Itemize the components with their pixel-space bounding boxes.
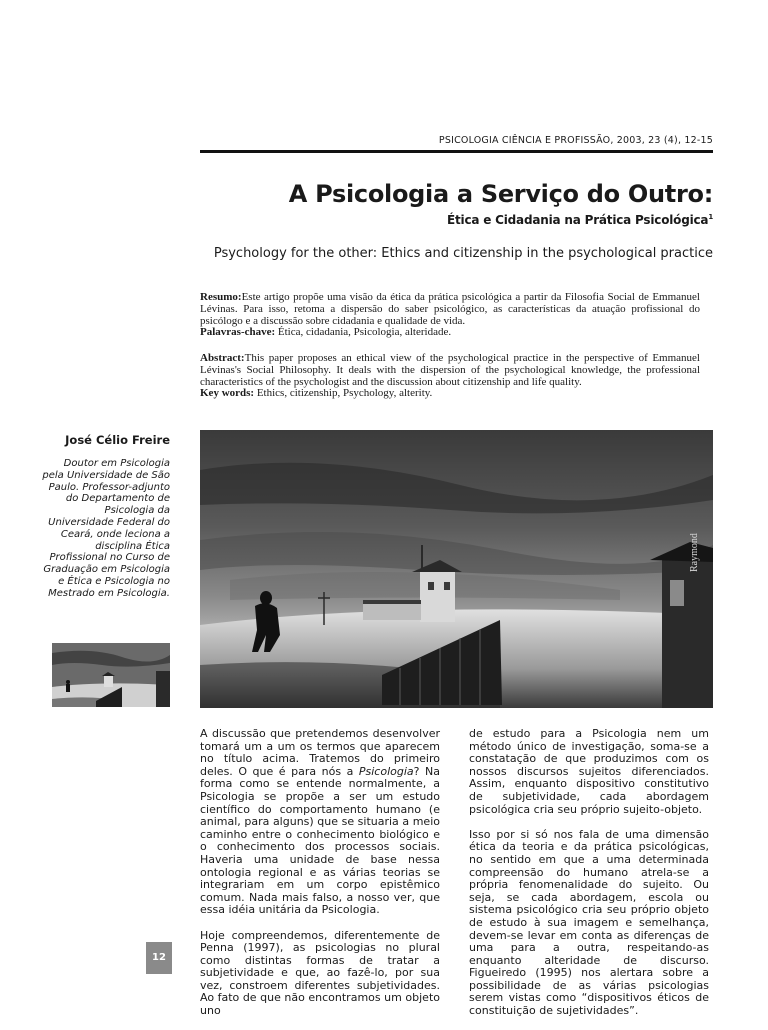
thumbnail-svg [52,643,170,707]
resumo-label: Resumo: [200,291,242,303]
body-paragraph: Hoje compreendemos, diferentemente de Penna (1997), as psicologias no plural como distintas formas de tratar a subjetividade e que, ao fazê-lo, por sua vez, constroem diferentes subjetividades. Ao fato de que não encontramos um objeto uno [200,928,440,1018]
body-column-right [469,728,709,1030]
resumo-text: Este artigo propõe uma visão da ética da prática psicológica a partir da Filosofia Social de Emmanuel Lévinas. Para isso, retoma a dispersão do saber psicológico, as características da atuação profissional do psicólogo e a discussão sobre cidadania e qualidade de vida. [200,291,700,327]
subtitle-text: Ética e Cidadania na Prática Psicológica [447,213,709,227]
header-rule [200,150,713,153]
abstract-block [200,353,700,400]
painting-signature: Raymond [689,533,700,572]
running-head: PSICOLOGIA CIÊNCIA E PROFISSÃO, 2003, 23 (4), 12-15 [438,135,713,146]
article-subtitle [200,213,713,227]
painting-thumbnail [52,643,170,707]
body-column-left [200,728,440,1030]
abstract-label: Abstract: [200,352,245,364]
body-paragraph [200,728,440,917]
abstract-text: This paper proposes an ethical view of the psychological practice in the perspective of Emmanuel Lévinas's Social Philosophy. It deals with the dispersion of the psychological knowledge, the professional characteristics of the psychologist and the discussion about citizenship and life quality. [200,352,700,388]
painting-image [200,430,713,708]
english-title: Psychology for the other: Ethics and citizenship in the psychological practice [213,246,713,261]
body-paragraph: Isso por si só nos fala de uma dimensão ética da teoria e da prática psicológicas, no sentido em que a uma determinada compreensão do humano atrela-se a própria fenomenalidade do sujeito. Ou seja, se cada abordagem, escola ou sistema psicológico cria seu próprio objeto de estudo à sua imagem e semelhança, devem-se levar em conta as diferenças de uma para a outra, respeitando-as enquanto alteridade de discurso. Figueiredo (1995) nos alertara sobre a possibilidade de as várias psicologias serem vistas como “dispositivos éticos de constituição de sujetividades”. [469,827,709,1018]
palavras-chave: Ética, cidadania, Psicologia, alteridade. [275,326,452,339]
footnote-marker: 1 [708,213,713,221]
palavras-chave-label: Palavras-chave: [200,326,276,339]
body-text: ? Na forma como se entende normalmente, a Psicologia se propõe a ser um estudo científico do comportamento humano (e animal, para alguns) que se situaria a meio caminho entre o conhecimento biológico e o conhecimento dos processos sociais. Haveria uma unidade de base nessa ontologia regional e as várias teorias se integrariam em um corpo epistêmico comum. Nada mais falso, a nosso ver, que essa idéia unitária da Psicologia. [200,764,440,917]
body-text: A discussão que pretendemos desenvolver tomará um a um os termos que aparecem no título acima. Tratemos do primeiro deles. O que é para nós a [200,727,440,778]
resumo-block [200,292,700,339]
page-number: 12 [152,952,166,963]
body-paragraph: de estudo para a Psicologia nem um método único de investigação, soma-se a constatação de que produzimos com os nossos discursos sujeitos diferenciados. Assim, enquanto dispositivo constitutivo de subjetividade, cada abordagem psicológica cria seu próprio sujeito-objeto. [469,727,709,816]
author-name: José Célio Freire [65,433,170,447]
key-words: Ethics, citizenship, Psychology, alterity. [254,387,433,400]
body-italic-term: Psicologia [358,764,414,778]
painting-svg [200,430,713,708]
key-words-label: Key words: [200,387,255,400]
author-bio: Doutor em Psicologia pela Universidade de São Paulo. Professor-adjunto do Departamento de Psicologia da Universidade Federal do Ceará, onde leciona a disciplina Ética Profissional no Curso de Graduação em Psicologia e Ética e Psicologia no Mestrado em Psicologia. [42,458,170,599]
article-title: A Psicologia a Serviço do Outro: [288,180,713,208]
